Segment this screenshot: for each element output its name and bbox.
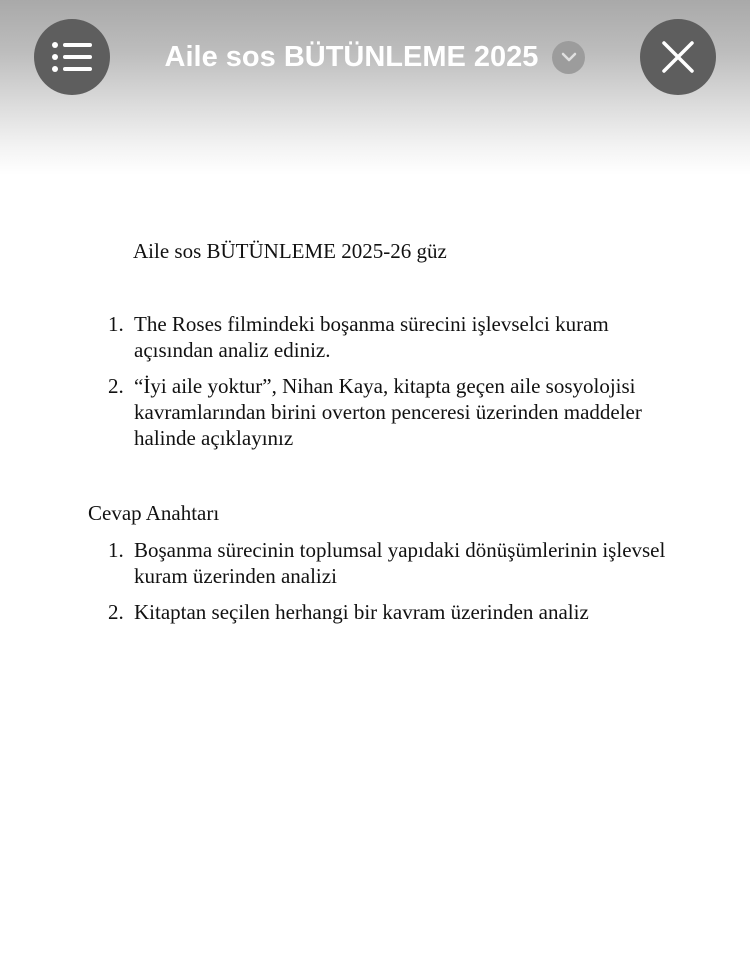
question-item: [108, 373, 688, 451]
answer-key-list: [108, 537, 688, 635]
close-icon: [661, 40, 695, 74]
document-title-dropdown[interactable]: [130, 36, 620, 78]
top-bar: [0, 0, 750, 175]
answer-number: 1.: [108, 538, 124, 562]
question-number: 1.: [108, 312, 124, 336]
dropdown-toggle[interactable]: [552, 41, 585, 74]
answer-item: [108, 599, 688, 625]
menu-button[interactable]: [34, 19, 110, 95]
question-list: [108, 311, 688, 461]
question-text: The Roses filmindeki boşanma sürecini işlevselci kuram açısından analiz ediniz.: [134, 312, 609, 362]
answer-text: Kitaptan seçilen herhangi bir kavram üzerinden analiz: [134, 600, 589, 624]
answer-item: [108, 537, 688, 589]
answer-key-heading: Cevap Anahtarı: [88, 501, 220, 525]
close-button[interactable]: [640, 19, 716, 95]
document-heading: Aile sos BÜTÜNLEME 2025-26 güz: [133, 239, 447, 263]
question-text: “İyi aile yoktur”, Nihan Kaya, kitapta geçen aile sosyolojisi kavramlarından birini overton penceresi üzerinden maddeler halinde açıklayınız: [134, 374, 642, 450]
question-item: [108, 311, 688, 363]
chevron-down-icon: [561, 52, 577, 62]
list-icon: [51, 41, 93, 73]
answer-text: Boşanma sürecinin toplumsal yapıdaki dönüşümlerinin işlevsel kuram üzerinden analizi: [134, 538, 666, 588]
document-page: [0, 175, 750, 975]
header-title[interactable]: Aile sos BÜTÜNLEME 2025: [164, 40, 539, 73]
question-number: 2.: [108, 374, 124, 398]
answer-number: 2.: [108, 600, 124, 624]
